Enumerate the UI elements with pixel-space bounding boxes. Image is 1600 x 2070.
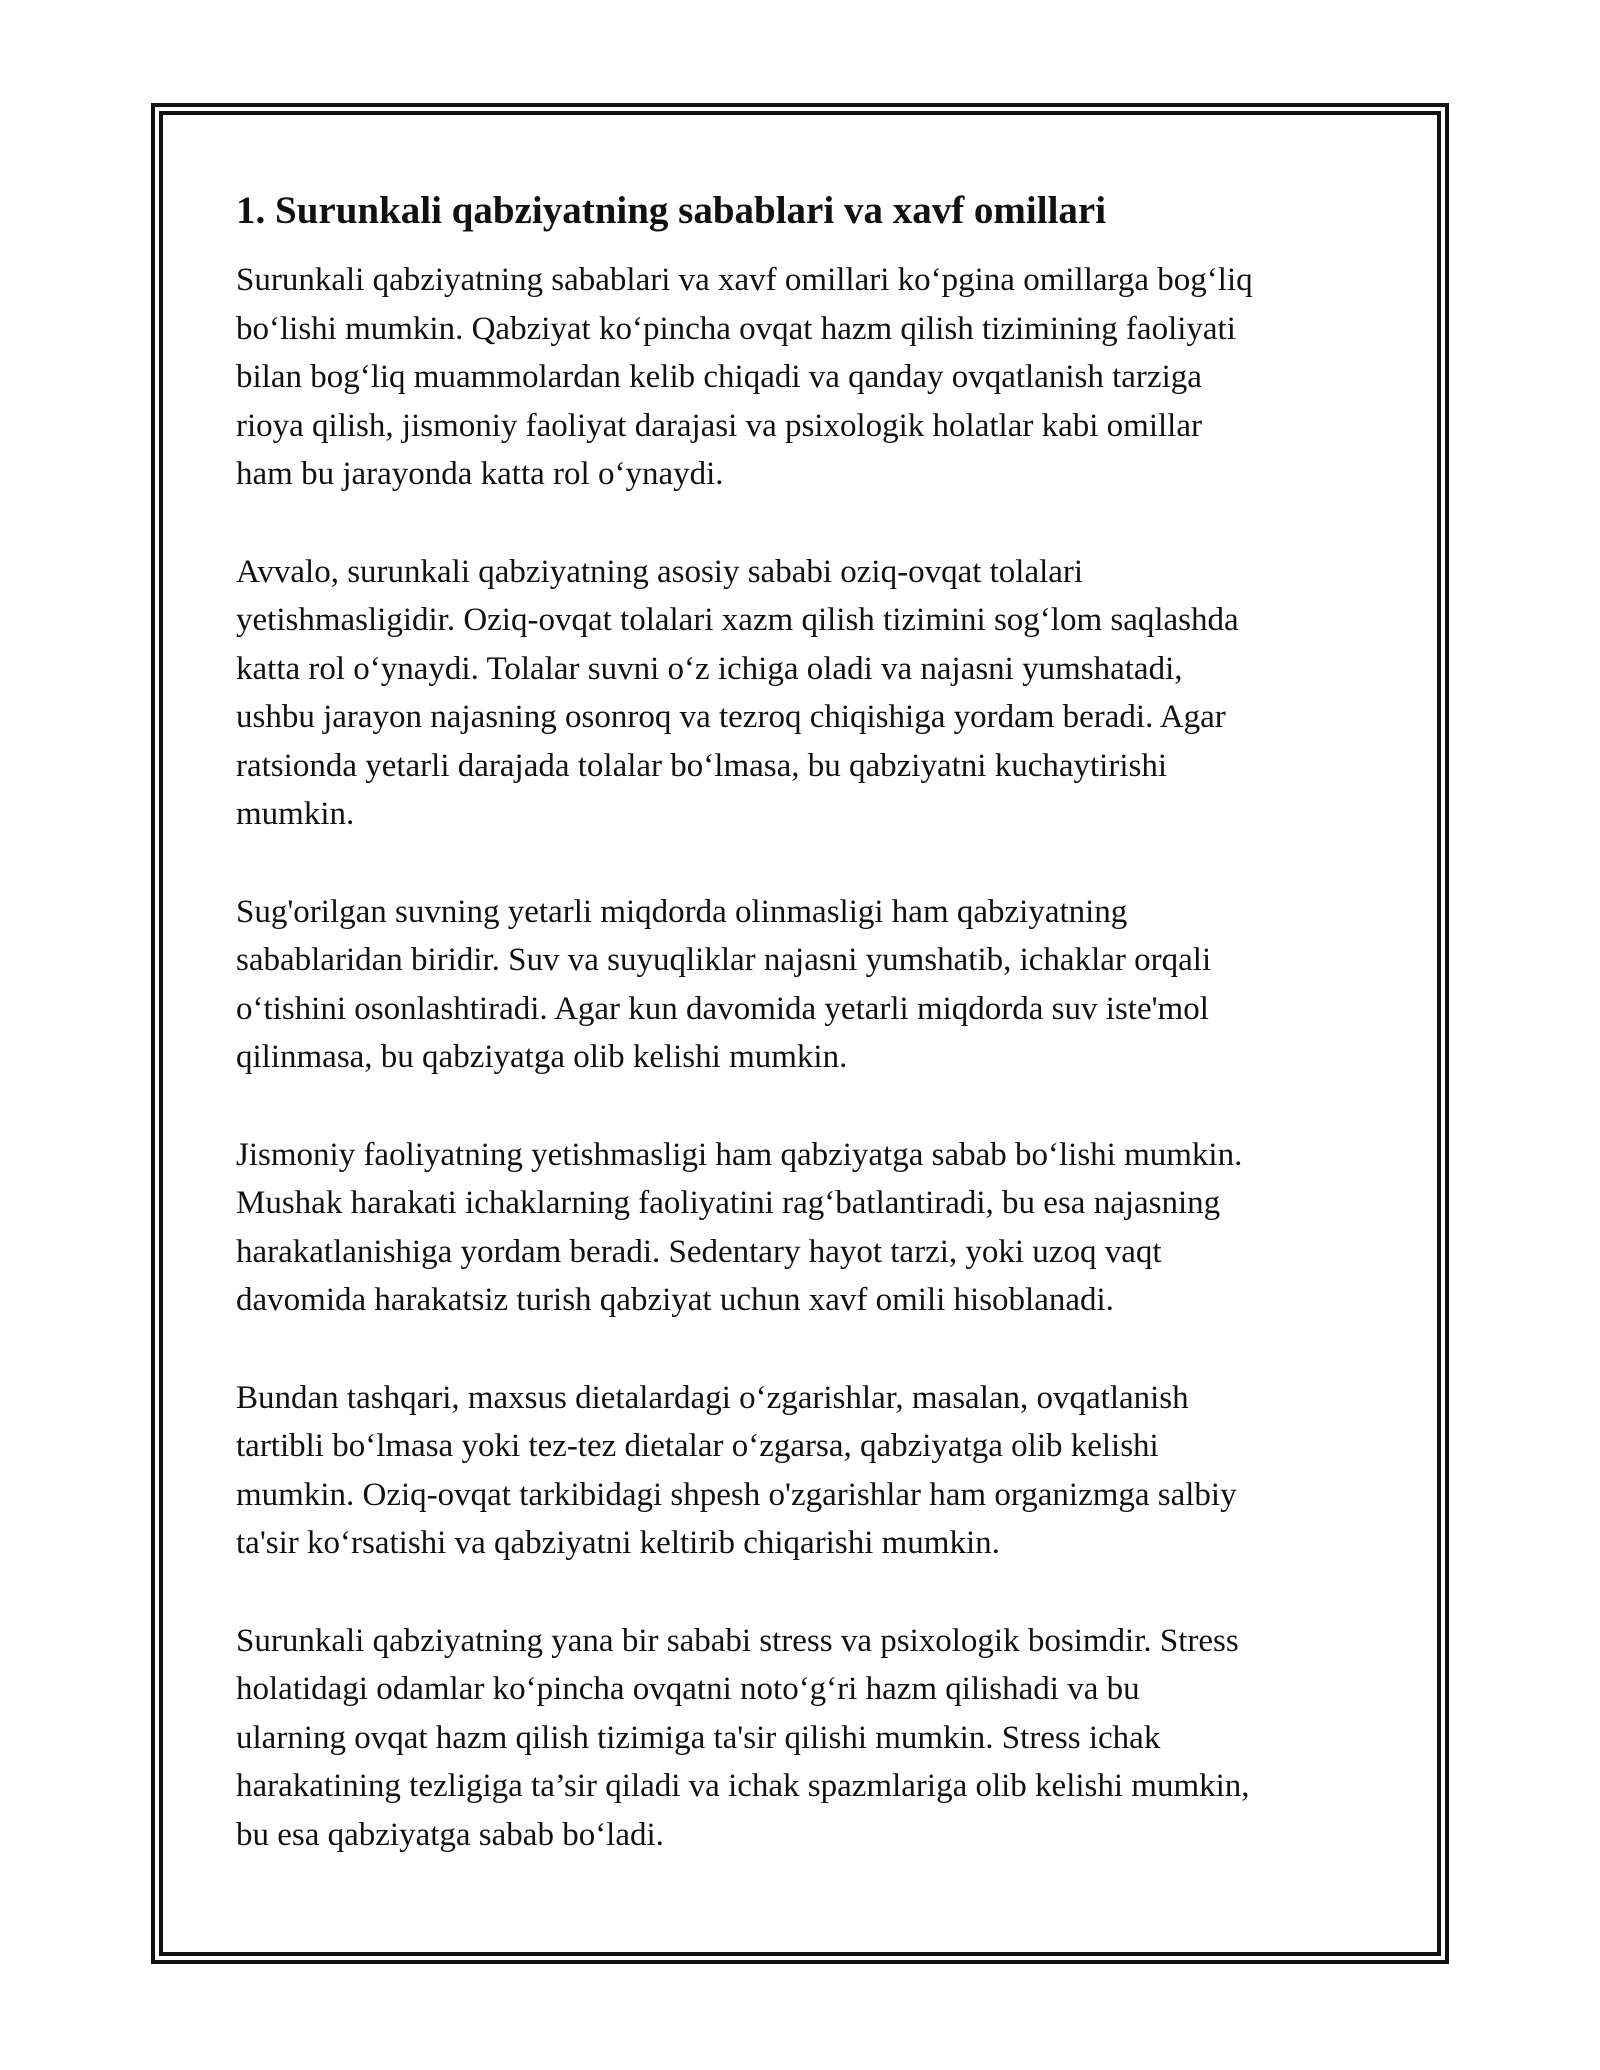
text-line: davomida harakatsiz turish qabziyat uchun xavf omili hisoblanadi. <box>236 1282 1114 1318</box>
section-title: 1. Surunkali qabziyatning sabablari va xavf omillari <box>236 189 1107 232</box>
text-line: Surunkali qabziyatning sabablari va xavf omillari ko‘pgina omillarga bog‘liq <box>236 262 1253 298</box>
text-line: sabablaridan biridir. Suv va suyuqliklar najasni yumshatib, ichaklar orqali <box>236 942 1212 978</box>
text-line: mumkin. Oziq-ovqat tarkibidagi shpesh o'zgarishlar ham organizmga salbiy <box>236 1476 1237 1513</box>
text-line: Jismoniy faoliyatning yetishmasligi ham qabziyatga sabab bo‘lishi mumkin. <box>236 1136 1243 1173</box>
paragraph-4 <box>236 1131 1376 1325</box>
text-line: ularning ovqat hazm qilish tizimiga ta'sir qilishi mumkin. Stress ichak <box>236 1719 1161 1756</box>
paragraph-2 <box>236 548 1376 839</box>
text-line: Sug'orilgan suvning yetarli miqdorda olinmasligi ham qabziyatning <box>236 893 1128 930</box>
text-line: Mushak harakati ichaklarning faoliyatini rag‘batlantiradi, bu esa najasning <box>236 1185 1221 1221</box>
text-line: bilan bog‘liq muammolardan kelib chiqadi va qanday ovqatlanish tarziga <box>236 359 1202 395</box>
text-line: holatidagi odamlar ko‘pincha ovqatni noto‘g‘ri hazm qilishadi va bu <box>236 1671 1140 1707</box>
document-body <box>236 186 1376 1908</box>
paragraph-6 <box>236 1617 1376 1860</box>
paragraph-5 <box>236 1374 1376 1568</box>
text-line: ushbu jarayon najasning osonroq va tezroq chiqishiga yordam beradi. Agar <box>236 699 1226 735</box>
text-line: bu esa qabziyatga sabab bo‘ladi. <box>236 1816 664 1853</box>
text-line: qilinmasa, bu qabziyatga olib kelishi mumkin. <box>236 1039 848 1075</box>
paragraph-1 <box>236 256 1376 499</box>
text-line: harakatlanishiga yordam beradi. Sedentary hayot tarzi, yoki uzoq vaqt <box>236 1233 1162 1270</box>
text-line: ratsionda yetarli darajada tolalar bo‘lmasa, bu qabziyatni kuchaytirishi <box>236 747 1167 784</box>
text-line: ham bu jarayonda katta rol o‘ynaydi. <box>236 456 724 492</box>
text-line: rioya qilish, jismoniy faoliyat darajasi va psixologik holatlar kabi omillar <box>236 407 1202 444</box>
text-line: Avvalo, surunkali qabziyatning asosiy sababi oziq-ovqat tolalari <box>236 553 1084 590</box>
text-line: bo‘lishi mumkin. Qabziyat ko‘pincha ovqat hazm qilish tizimining faoliyati <box>236 310 1236 347</box>
text-line: ta'sir ko‘rsatishi va qabziyatni keltirib chiqarishi mumkin. <box>236 1525 1000 1561</box>
text-line: mumkin. <box>236 796 355 832</box>
text-line: harakatining tezligiga ta’sir qiladi va ichak spazmlariga olib kelishi mumkin, <box>236 1768 1250 1804</box>
text-line: Surunkali qabziyatning yana bir sababi stress va psixologik bosimdir. Stress <box>236 1622 1239 1659</box>
paragraph-3 <box>236 888 1376 1082</box>
text-line: tartibli bo‘lmasa yoki tez-tez dietalar o‘zgarsa, qabziyatga olib kelishi <box>236 1428 1159 1464</box>
text-line: katta rol o‘ynaydi. Tolalar suvni o‘z ichiga oladi va najasni yumshatadi, <box>236 650 1183 687</box>
text-line: Bundan tashqari, maxsus dietalardagi o‘zgarishlar, masalan, ovqatlanish <box>236 1379 1189 1416</box>
text-line: o‘tishini osonlashtiradi. Agar kun davomida yetarli miqdorda suv iste'mol <box>236 990 1209 1027</box>
text-line: yetishmasligidir. Oziq-ovqat tolalari xazm qilish tizimini sog‘lom saqlashda <box>236 602 1239 638</box>
